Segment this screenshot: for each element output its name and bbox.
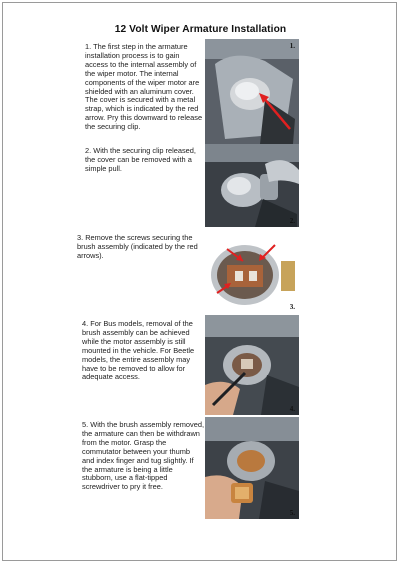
step-3-photo bbox=[205, 231, 299, 313]
step-4-photo bbox=[205, 315, 299, 415]
step-4-number: 4. bbox=[289, 405, 295, 413]
step-2-text: 2. With the securing clip released, the cover can be removed with a simple pull. bbox=[85, 146, 196, 173]
step-1-photo bbox=[205, 39, 299, 144]
step-1-text: 1. The first step in the armature installation process is to gain access to the internal assembly of the wiper motor. The internal components of the wiper motor are shielded with an aluminum cover. The cover is secured with a metal strap, which is indicated by the red arrow. Pry this downward to release the securing clip. bbox=[85, 42, 203, 132]
page-title: 12 Volt Wiper Armature Installation bbox=[114, 24, 287, 35]
step-4-text: 4. For Bus models, removal of the brush assembly can be achieved while the motor assembly is still mounted in the vehicle. For Beetle models, the entire assembly may have to be removed to allow for adequate access. bbox=[82, 319, 195, 382]
step-1-number: 1. bbox=[289, 42, 295, 50]
step-5-photo bbox=[205, 417, 299, 519]
step-5-number: 5. bbox=[289, 509, 295, 517]
step-3-number: 3. bbox=[289, 303, 295, 311]
document-page bbox=[2, 2, 397, 561]
step-2-photo bbox=[205, 144, 299, 227]
step-3-text: 3. Remove the screws securing the brush assembly (indicated by the red arrows). bbox=[77, 233, 198, 260]
step-2-number: 2. bbox=[289, 217, 295, 225]
step-5-text: 5. With the brush assembly removed, the armature can then be withdrawn from the motor. Grasp the commutator between your thumb and index finger and tug slightly. If the armature is being a little stubborn, use a flat-tipped screwdriver to pry it free. bbox=[82, 420, 204, 492]
